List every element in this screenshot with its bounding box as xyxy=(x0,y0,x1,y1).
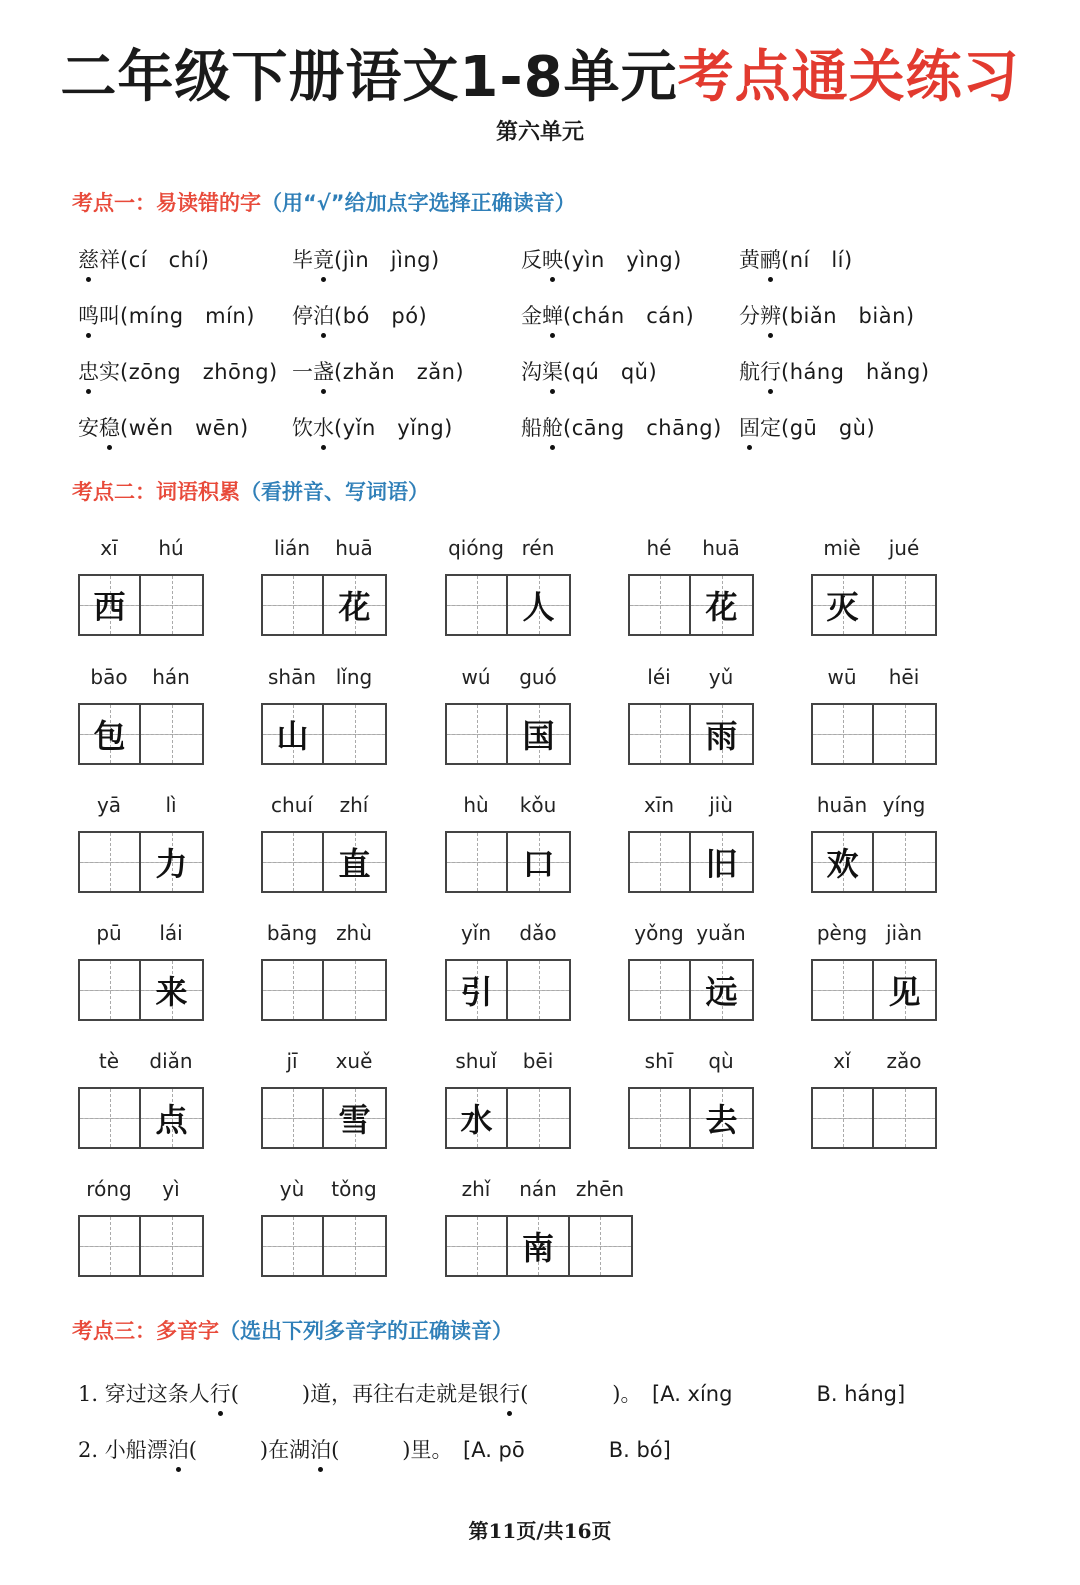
pinyin-syllable: qióng xyxy=(448,536,504,560)
blank-cell[interactable] xyxy=(263,961,324,1019)
cell-character xyxy=(874,576,935,634)
pinyin-syllable: pū xyxy=(96,921,122,945)
dotted-char: 舱 xyxy=(542,412,563,442)
pinyin-syllable: róng xyxy=(86,1177,132,1201)
cell-character xyxy=(630,833,689,891)
q1-text-c: ( )。 xyxy=(520,1382,631,1406)
writing-cells xyxy=(261,959,387,1021)
blank-cell[interactable] xyxy=(813,961,874,1019)
cell-character: 见 xyxy=(888,973,921,1011)
cell-character xyxy=(324,705,385,763)
dotted-char: 固 xyxy=(739,412,760,442)
blank-cell[interactable] xyxy=(508,1089,569,1147)
filled-cell xyxy=(691,1089,752,1147)
pinyin-syllable: jī xyxy=(286,1049,298,1073)
pinyin-options: (bó pó) xyxy=(334,304,428,328)
filled-cell xyxy=(691,705,752,763)
filled-cell xyxy=(813,833,874,891)
dotted-char: 鸣 xyxy=(78,300,99,330)
filled-cell xyxy=(80,576,141,634)
reading-word: 慈祥 xyxy=(78,248,120,272)
reading-item xyxy=(292,244,440,274)
dotted-char: 蝉 xyxy=(542,300,563,330)
pinyin-syllable: yíng xyxy=(882,793,926,817)
blank-cell[interactable] xyxy=(874,833,935,891)
q1-text-a: 1. 穿过这条人 xyxy=(78,1382,210,1406)
writing-cells xyxy=(445,703,571,765)
pinyin-syllable: xī xyxy=(100,536,118,560)
filled-cell xyxy=(691,961,752,1019)
cell-character xyxy=(630,961,689,1019)
section1-desc: （用“√”给加点字选择正确读音） xyxy=(261,191,576,215)
filled-cell xyxy=(324,1089,385,1147)
q2-dot-char-2: 泊 xyxy=(310,1434,331,1464)
section3-desc: （选出下列多音字的正确读音） xyxy=(219,1319,513,1343)
blank-cell[interactable] xyxy=(263,1217,324,1275)
pinyin-options: (yìn yìng) xyxy=(563,248,682,272)
reading-word: 饮水 xyxy=(292,416,334,440)
pinyin-syllable: hù xyxy=(463,793,489,817)
pinyin-syllable: dǎo xyxy=(519,921,557,945)
cell-character: 来 xyxy=(155,973,188,1011)
dotted-char: 渠 xyxy=(542,356,563,386)
pinyin-syllable: bēi xyxy=(522,1049,554,1073)
pinyin-syllable: léi xyxy=(647,665,671,689)
pinyin-syllable: kǒu xyxy=(519,793,557,817)
pinyin-syllable: tè xyxy=(98,1049,120,1073)
blank-cell[interactable] xyxy=(263,576,324,634)
dotted-char: 泊 xyxy=(313,300,334,330)
writing-cells xyxy=(628,703,754,765)
reading-item xyxy=(739,412,875,442)
cell-character xyxy=(813,1089,872,1147)
cell-character xyxy=(813,961,872,1019)
pinyin-syllable: nán xyxy=(519,1177,557,1201)
reading-item xyxy=(739,244,853,274)
blank-cell[interactable] xyxy=(324,961,385,1019)
unit-subtitle: 第六单元 xyxy=(495,119,584,145)
blank-cell[interactable] xyxy=(630,833,691,891)
blank-cell[interactable] xyxy=(80,1089,141,1147)
cell-character xyxy=(80,833,139,891)
cell-character xyxy=(263,576,322,634)
blank-cell[interactable] xyxy=(80,833,141,891)
blank-cell[interactable] xyxy=(324,1217,385,1275)
writing-cells xyxy=(78,703,204,765)
pinyin-syllable: qù xyxy=(708,1049,734,1073)
blank-cell[interactable] xyxy=(630,576,691,634)
writing-cells xyxy=(78,1215,204,1277)
filled-cell xyxy=(508,1217,569,1275)
reading-word: 鸣叫 xyxy=(78,304,120,328)
cell-character xyxy=(508,1089,569,1147)
cell-character: 南 xyxy=(522,1229,555,1267)
reading-word: 黄鹂 xyxy=(739,248,781,272)
blank-cell[interactable] xyxy=(324,705,385,763)
pinyin-syllable: miè xyxy=(823,536,861,560)
filled-cell xyxy=(447,961,508,1019)
reading-word: 安稳 xyxy=(78,416,120,440)
reading-item xyxy=(78,356,278,386)
blank-cell[interactable] xyxy=(447,576,508,634)
cell-character: 去 xyxy=(705,1101,738,1139)
reading-item xyxy=(78,244,209,274)
cell-character xyxy=(263,1217,322,1275)
q2-options: [A. pō B. bó] xyxy=(442,1438,671,1462)
cell-character: 雨 xyxy=(705,717,738,755)
reading-word: 毕竟 xyxy=(292,248,334,272)
pinyin-syllable: zǎo xyxy=(886,1049,922,1073)
cell-character: 口 xyxy=(522,845,555,883)
cell-character: 点 xyxy=(155,1101,188,1139)
blank-cell[interactable] xyxy=(874,576,935,634)
cell-character xyxy=(263,961,322,1019)
filled-cell xyxy=(508,705,569,763)
writing-cells xyxy=(261,574,387,636)
blank-cell[interactable] xyxy=(263,833,324,891)
blank-cell[interactable] xyxy=(80,961,141,1019)
filled-cell xyxy=(508,833,569,891)
cell-character xyxy=(630,1089,689,1147)
blank-cell[interactable] xyxy=(447,1217,508,1275)
writing-cells xyxy=(445,959,571,1021)
pinyin-syllable: jué xyxy=(888,536,920,560)
writing-cells xyxy=(78,831,204,893)
title-black-part: 二年级下册语文1-8单元 xyxy=(60,45,678,110)
pinyin-syllable: xuě xyxy=(335,1049,373,1073)
cell-character xyxy=(141,1217,202,1275)
blank-cell[interactable] xyxy=(813,705,874,763)
pinyin-syllable: huā xyxy=(702,536,740,560)
blank-cell[interactable] xyxy=(263,1089,324,1147)
reading-item xyxy=(521,300,694,330)
pinyin-syllable: xǐ xyxy=(833,1049,851,1073)
pinyin-options: (wěn wēn) xyxy=(120,416,249,440)
blank-cell[interactable] xyxy=(874,705,935,763)
pinyin-syllable: yǒng xyxy=(634,921,684,945)
cell-character xyxy=(874,1089,935,1147)
cell-character xyxy=(570,1217,631,1275)
writing-cells xyxy=(811,703,937,765)
pinyin-syllable: lì xyxy=(165,793,177,817)
cell-character: 山 xyxy=(276,717,309,755)
cell-character xyxy=(80,961,139,1019)
pinyin-options: (jìn jìng) xyxy=(334,248,440,272)
pinyin-syllable: yuǎn xyxy=(696,921,746,945)
dotted-char: 盏 xyxy=(313,356,334,386)
pinyin-options: (gū gù) xyxy=(781,416,876,440)
reading-item xyxy=(521,356,657,386)
cell-character xyxy=(141,576,202,634)
pinyin-options: (zōng zhōng) xyxy=(120,360,278,384)
pinyin-syllable: lián xyxy=(273,536,311,560)
reading-item xyxy=(739,356,930,386)
filled-cell xyxy=(324,576,385,634)
filled-cell xyxy=(324,833,385,891)
dotted-char: 鹂 xyxy=(760,244,781,274)
dotted-char: 水 xyxy=(313,412,334,442)
pinyin-syllable: zhí xyxy=(339,793,369,817)
blank-cell[interactable] xyxy=(630,1089,691,1147)
writing-cells xyxy=(811,574,937,636)
blank-cell[interactable] xyxy=(80,1217,141,1275)
filled-cell xyxy=(141,1089,202,1147)
cell-character xyxy=(263,1089,322,1147)
cell-character: 包 xyxy=(93,717,126,755)
reading-item xyxy=(521,244,682,274)
cell-character: 雪 xyxy=(338,1101,371,1139)
pinyin-syllable: bāng xyxy=(266,921,318,945)
blank-cell[interactable] xyxy=(570,1217,631,1275)
cell-character xyxy=(874,833,935,891)
writing-cells xyxy=(78,1087,204,1149)
title-red-part: 考点通关练习 xyxy=(677,45,1020,110)
cell-character: 花 xyxy=(705,588,738,626)
pinyin-syllable: tǒng xyxy=(331,1177,377,1201)
cell-character: 人 xyxy=(522,588,555,626)
writing-cells xyxy=(261,1215,387,1277)
writing-cells xyxy=(261,703,387,765)
pinyin-syllable: lǐng xyxy=(335,665,373,689)
dotted-char: 稳 xyxy=(99,412,120,442)
pinyin-syllable: jiàn xyxy=(885,921,923,945)
writing-cells xyxy=(628,1087,754,1149)
pinyin-syllable: jiù xyxy=(709,793,733,817)
writing-cells xyxy=(811,831,937,893)
pinyin-syllable: yǔ xyxy=(708,665,734,689)
cell-character: 花 xyxy=(338,588,371,626)
writing-cells xyxy=(445,831,571,893)
writing-cells xyxy=(445,1215,633,1277)
dotted-char: 竟 xyxy=(313,244,334,274)
filled-cell xyxy=(508,576,569,634)
pinyin-syllable: pèng xyxy=(816,921,868,945)
writing-cells xyxy=(445,1087,571,1149)
pinyin-options: (biǎn biàn) xyxy=(781,304,915,328)
section1-heading xyxy=(72,187,576,217)
blank-cell[interactable] xyxy=(447,705,508,763)
cell-character xyxy=(630,576,689,634)
pinyin-syllable: wū xyxy=(827,665,857,689)
pinyin-syllable: yù xyxy=(279,1177,305,1201)
pinyin-syllable: hé xyxy=(646,536,672,560)
pinyin-syllable: hán xyxy=(152,665,190,689)
reading-word: 航行 xyxy=(739,360,781,384)
reading-word: 分辨 xyxy=(739,304,781,328)
pinyin-syllable: zhù xyxy=(336,921,372,945)
pinyin-syllable: hú xyxy=(158,536,184,560)
pinyin-options: (háng hǎng) xyxy=(781,360,930,384)
cell-character: 水 xyxy=(460,1101,493,1139)
cell-character xyxy=(508,961,569,1019)
pinyin-options: (cí chí) xyxy=(120,248,210,272)
reading-word: 沟渠 xyxy=(521,360,563,384)
filled-cell xyxy=(447,1089,508,1147)
dotted-char: 慈 xyxy=(78,244,99,274)
cell-character xyxy=(80,1089,139,1147)
blank-cell[interactable] xyxy=(508,961,569,1019)
q2-text-c: ( )里。 xyxy=(331,1438,442,1462)
section2-label: 考点二：词语积累 xyxy=(72,480,240,504)
writing-cells xyxy=(78,959,204,1021)
pinyin-syllable: huān xyxy=(816,793,868,817)
reading-word: 反映 xyxy=(521,248,563,272)
dotted-char: 辨 xyxy=(760,300,781,330)
cell-character: 国 xyxy=(522,717,555,755)
cell-character: 欢 xyxy=(826,845,859,883)
section2-heading xyxy=(72,476,429,506)
cell-character xyxy=(874,705,935,763)
cell-character: 远 xyxy=(705,973,738,1011)
filled-cell xyxy=(874,961,935,1019)
blank-cell[interactable] xyxy=(447,833,508,891)
page-footer: 第11页/共16页 xyxy=(468,1519,612,1543)
blank-cell[interactable] xyxy=(874,1089,935,1147)
cell-character xyxy=(447,705,506,763)
cell-character: 直 xyxy=(338,845,371,883)
pinyin-syllable: lái xyxy=(159,921,183,945)
writing-cells xyxy=(811,959,937,1021)
writing-cells xyxy=(628,959,754,1021)
cell-character: 力 xyxy=(155,845,188,883)
page-title xyxy=(0,38,1080,118)
pinyin-syllable: yǐn xyxy=(460,921,492,945)
reading-item xyxy=(78,300,255,330)
pinyin-syllable: hēi xyxy=(888,665,920,689)
pinyin-syllable: xīn xyxy=(643,793,675,817)
blank-cell[interactable] xyxy=(141,705,202,763)
dotted-char: 行 xyxy=(760,356,781,386)
q1-text-b: ( )道，再往右走就是银 xyxy=(230,1382,500,1406)
cell-character: 西 xyxy=(93,588,126,626)
q1-dot-char-1: 行 xyxy=(210,1378,231,1408)
reading-item xyxy=(292,356,464,386)
reading-word: 金蝉 xyxy=(521,304,563,328)
blank-cell[interactable] xyxy=(141,1217,202,1275)
reading-item xyxy=(292,300,427,330)
pinyin-syllable: yā xyxy=(96,793,122,817)
pinyin-options: (míng mín) xyxy=(120,304,255,328)
blank-cell[interactable] xyxy=(813,1089,874,1147)
writing-cells xyxy=(445,574,571,636)
pinyin-options: (ní lí) xyxy=(781,248,853,272)
question-1 xyxy=(78,1378,905,1408)
pinyin-options: (cāng chāng) xyxy=(563,416,722,440)
cell-character xyxy=(447,833,506,891)
q2-dot-char-1: 泊 xyxy=(168,1434,189,1464)
pinyin-syllable: shī xyxy=(644,1049,674,1073)
blank-cell[interactable] xyxy=(630,961,691,1019)
writing-cells xyxy=(811,1087,937,1149)
cell-character xyxy=(447,576,506,634)
pinyin-options: (zhǎn zǎn) xyxy=(334,360,465,384)
reading-item xyxy=(521,412,722,442)
blank-cell[interactable] xyxy=(630,705,691,763)
writing-cells xyxy=(78,574,204,636)
cell-character xyxy=(80,1217,139,1275)
pinyin-options: (qú qǔ) xyxy=(563,360,658,384)
filled-cell xyxy=(691,833,752,891)
reading-word: 固定 xyxy=(739,416,781,440)
q2-text-b: ( )在湖 xyxy=(188,1438,311,1462)
section1-label: 考点一：易读错的字 xyxy=(72,191,261,215)
filled-cell xyxy=(141,833,202,891)
reading-word: 停泊 xyxy=(292,304,334,328)
reading-item xyxy=(292,412,453,442)
reading-word: 船舱 xyxy=(521,416,563,440)
reading-word: 一盏 xyxy=(292,360,334,384)
filled-cell xyxy=(691,576,752,634)
dotted-char: 忠 xyxy=(78,356,99,386)
section3-label: 考点三：多音字 xyxy=(72,1319,219,1343)
cell-character: 灭 xyxy=(826,588,859,626)
pinyin-syllable: yì xyxy=(162,1177,180,1201)
dotted-char: 映 xyxy=(542,244,563,274)
pinyin-syllable: guó xyxy=(519,665,557,689)
writing-cells xyxy=(261,1087,387,1149)
pinyin-syllable: chuí xyxy=(271,793,313,817)
q1-dot-char-2: 行 xyxy=(499,1378,520,1408)
cell-character xyxy=(324,1217,385,1275)
writing-cells xyxy=(261,831,387,893)
q2-text-a: 2. 小船漂 xyxy=(78,1438,168,1462)
cell-character xyxy=(813,705,872,763)
pinyin-syllable: rén xyxy=(521,536,555,560)
pinyin-options: (chán cán) xyxy=(563,304,695,328)
pinyin-options: (yǐn yǐng) xyxy=(334,416,453,440)
pinyin-syllable: shuǐ xyxy=(455,1049,497,1073)
filled-cell xyxy=(80,705,141,763)
pinyin-syllable: bāo xyxy=(90,665,128,689)
cell-character xyxy=(263,833,322,891)
cell-character xyxy=(447,1217,506,1275)
blank-cell[interactable] xyxy=(141,576,202,634)
cell-character xyxy=(324,961,385,1019)
cell-character xyxy=(630,705,689,763)
reading-word: 忠实 xyxy=(78,360,120,384)
writing-cells xyxy=(628,574,754,636)
section2-desc: （看拼音、写词语） xyxy=(240,480,429,504)
filled-cell xyxy=(813,576,874,634)
pinyin-syllable: diǎn xyxy=(149,1049,193,1073)
q1-options: [A. xíng B. háng] xyxy=(631,1382,906,1406)
question-2 xyxy=(78,1434,671,1464)
pinyin-syllable: wú xyxy=(461,665,491,689)
pinyin-syllable: zhēn xyxy=(575,1177,625,1201)
reading-item xyxy=(739,300,915,330)
cell-character xyxy=(141,705,202,763)
cell-character: 引 xyxy=(460,973,493,1011)
cell-character: 旧 xyxy=(705,845,738,883)
section3-heading xyxy=(72,1315,513,1345)
filled-cell xyxy=(141,961,202,1019)
pinyin-syllable: shān xyxy=(267,665,317,689)
pinyin-syllable: zhǐ xyxy=(461,1177,491,1201)
filled-cell xyxy=(263,705,324,763)
writing-cells xyxy=(628,831,754,893)
pinyin-syllable: huā xyxy=(335,536,373,560)
reading-item xyxy=(78,412,249,442)
